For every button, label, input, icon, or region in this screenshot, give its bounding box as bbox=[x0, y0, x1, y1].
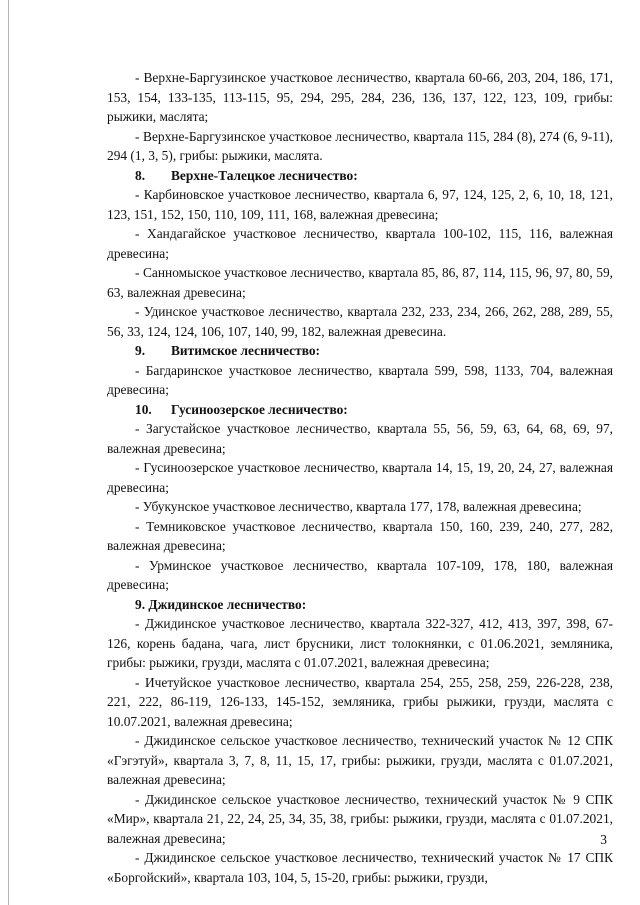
list-item: - Загустайское участковое лесничество, квартала 55, 56, 59, 63, 64, 68, 69, 97, валежная древесина; bbox=[107, 421, 613, 456]
list-item: - Убукунское участковое лесничество, квартала 177, 178, валежная древесина; bbox=[135, 499, 582, 514]
section-number: 9. bbox=[135, 596, 146, 612]
section-number: 9. bbox=[135, 343, 146, 358]
list-item: - Джидинское сельское участковое лесничество, технический участок № 17 СПК «Боргойский», квартала 103, 104, 5, 15-20, грибы: рыжики, грузди, bbox=[107, 850, 613, 885]
list-item: - Темниковское участковое лесничество, квартала 150, 160, 239, 240, 277, 282, валежная древесина; bbox=[107, 518, 613, 553]
list-item: - Джидинское сельское участковое лесничество, технический участок № 12 СПК «Гэгэтуй», квартала 3, 7, 8, 11, 15, 17, грибы: рыжики, грузди, маслята с 01.07.2021, валежная древесина; bbox=[107, 733, 613, 787]
document-body bbox=[107, 68, 613, 887]
section-title: Витимское лесничество: bbox=[171, 343, 320, 358]
scan-margin-line bbox=[8, 0, 9, 905]
page-number: 3 bbox=[600, 832, 607, 847]
list-item: - Ичетуйское участковое лесничество, квартала 254, 255, 258, 259, 226-228, 238, 221, 222, 86-119, 126-133, 145-152, земляника, грибы рыжики, грузди, маслята с 10.07.2021, валежная древесина; bbox=[107, 674, 613, 729]
list-item: - Удинское участковое лесничество, квартала 232, 233, 234, 266, 262, 288, 289, 55, 56, 33, 124, 124, 106, 107, 140, 99, 182, валежная древесина. bbox=[107, 304, 613, 339]
list-item: - Гусиноозерское участковое лесничество, квартала 14, 15, 19, 20, 24, 27, валежная древесина; bbox=[107, 460, 613, 495]
list-item: - Джидинское участковое лесничество, квартала 322-327, 412, 413, 397, 398, 67-126, корень бадана, чага, лист брусники, лист толокнянки, с 01.06.2021, земляника, грибы: рыжики, грузди, маслята с 01.07.2021, валежная древесина; bbox=[107, 616, 613, 670]
list-item: - Верхне-Баргузинское участковое лесничество, квартала 115, 284 (8), 274 (6, 9-11), 294 (1, 3, 5), грибы: рыжики, маслята. bbox=[107, 128, 613, 163]
section-title: Верхне-Талецкое лесничество: bbox=[171, 167, 358, 183]
section-number: 10. bbox=[135, 401, 152, 417]
list-item: - Санномыское участковое лесничество, квартала 85, 86, 87, 114, 115, 96, 97, 80, 59, 63, валежная древесина; bbox=[107, 265, 613, 300]
list-item: - Багдаринское участковое лесничество, квартала 599, 598, 1133, 704, валежная древесина; bbox=[107, 362, 613, 397]
section-heading bbox=[107, 400, 613, 420]
list-item: - Хандагайское участковое лесничество, квартала 100-102, 115, 116, валежная древесина; bbox=[107, 226, 613, 261]
section-heading bbox=[107, 166, 613, 186]
section-number: 8. bbox=[135, 167, 146, 183]
section-heading bbox=[107, 595, 613, 615]
section-heading bbox=[107, 341, 613, 361]
list-item: - Верхне-Баргузинское участковое лесничество, квартала 60-66, 203, 204, 186, 171, 153, 154, 133-135, 113-115, 95, 294, 295, 284, 236, 136, 137, 122, 123, 109, грибы: рыжики, маслята; bbox=[107, 70, 613, 124]
list-item: - Джидинское сельское участковое лесничество, технический участок № 9 СПК «Мир», квартала 21, 22, 24, 25, 34, 35, 38, грибы: рыжики, грузди, маслята с 01.07.2021, валежная древесина; bbox=[107, 791, 613, 846]
list-item: - Карбиновское участковое лесничество, квартала 6, 97, 124, 125, 2, 6, 10, 18, 121, 123, 151, 152, 150, 110, 109, 111, 168, валежная древесина; bbox=[107, 187, 613, 222]
list-item: - Урминское участковое лесничество, квартала 107-109, 178, 180, валежная древесина; bbox=[107, 557, 613, 592]
section-title: Гусиноозерское лесничество: bbox=[171, 401, 348, 417]
section-title: Джидинское лесничество: bbox=[148, 596, 307, 612]
